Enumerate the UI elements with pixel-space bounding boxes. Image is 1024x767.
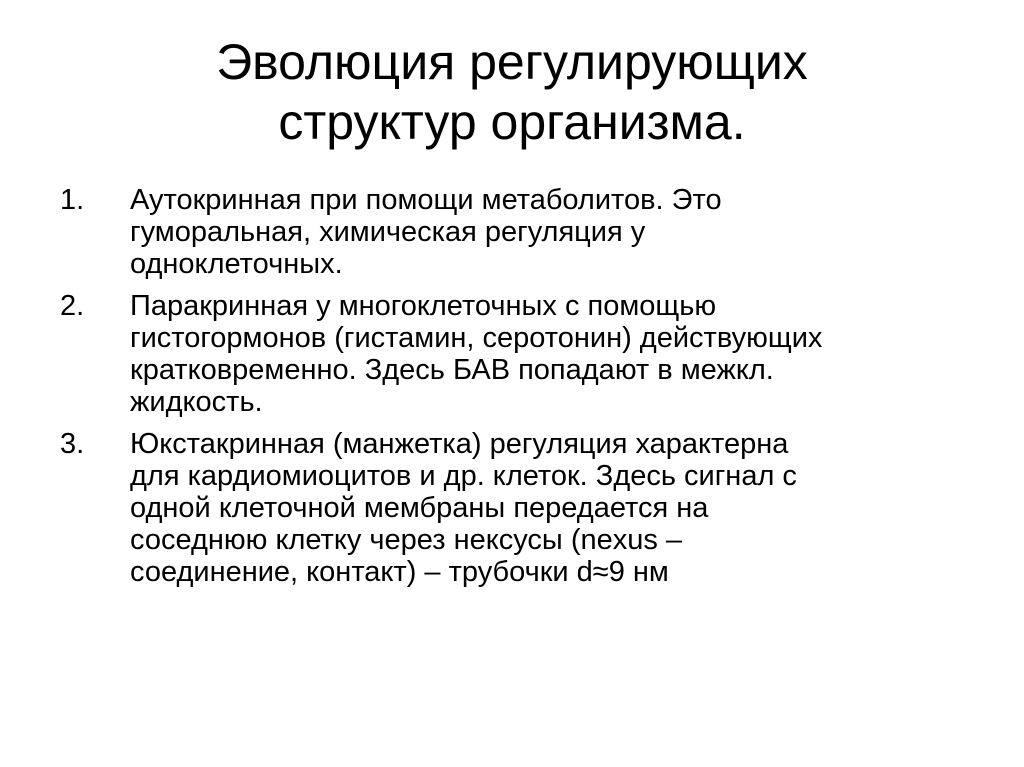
- list-item-line: одноклеточных.: [130, 248, 343, 280]
- list-item-number: 1.: [60, 184, 85, 216]
- list-item: [60, 428, 960, 588]
- list-item-line: одной клеточной мембраны передается на: [130, 492, 709, 524]
- list-item-line: для кардиомиоцитов и др. клеток. Здесь сигнал с: [130, 460, 797, 492]
- slide-title-line: структур организма.: [278, 94, 746, 150]
- slide-title-line: Эволюция регулирующих: [216, 34, 808, 90]
- list-item-line: кратковременно. Здесь БАВ попадают в межкл.: [130, 354, 774, 386]
- list-item-number: 2.: [60, 290, 85, 322]
- numbered-list: [60, 184, 960, 598]
- list-item-line: Аутокринная при помощи метаболитов. Это: [130, 184, 722, 216]
- list-item: [60, 184, 960, 280]
- list-item-line: гистогормонов (гистамин, серотонин) действующих: [130, 322, 823, 354]
- list-item-number: 3.: [60, 428, 85, 460]
- list-item-line: жидкость.: [130, 386, 263, 418]
- slide-title: [60, 32, 964, 152]
- list-item-line: Юкстакринная (манжетка) регуляция характерна: [130, 428, 789, 460]
- list-item: [60, 290, 960, 418]
- list-item-line: соседнюю клетку через нексусы (nexus –: [130, 524, 683, 556]
- list-item-line: соединение, контакт) – трубочки d≈9 нм: [130, 556, 669, 588]
- list-item-line: гуморальная, химическая регуляция у: [130, 216, 646, 248]
- list-item-line: Паракринная у многоклеточных с помощью: [130, 290, 717, 322]
